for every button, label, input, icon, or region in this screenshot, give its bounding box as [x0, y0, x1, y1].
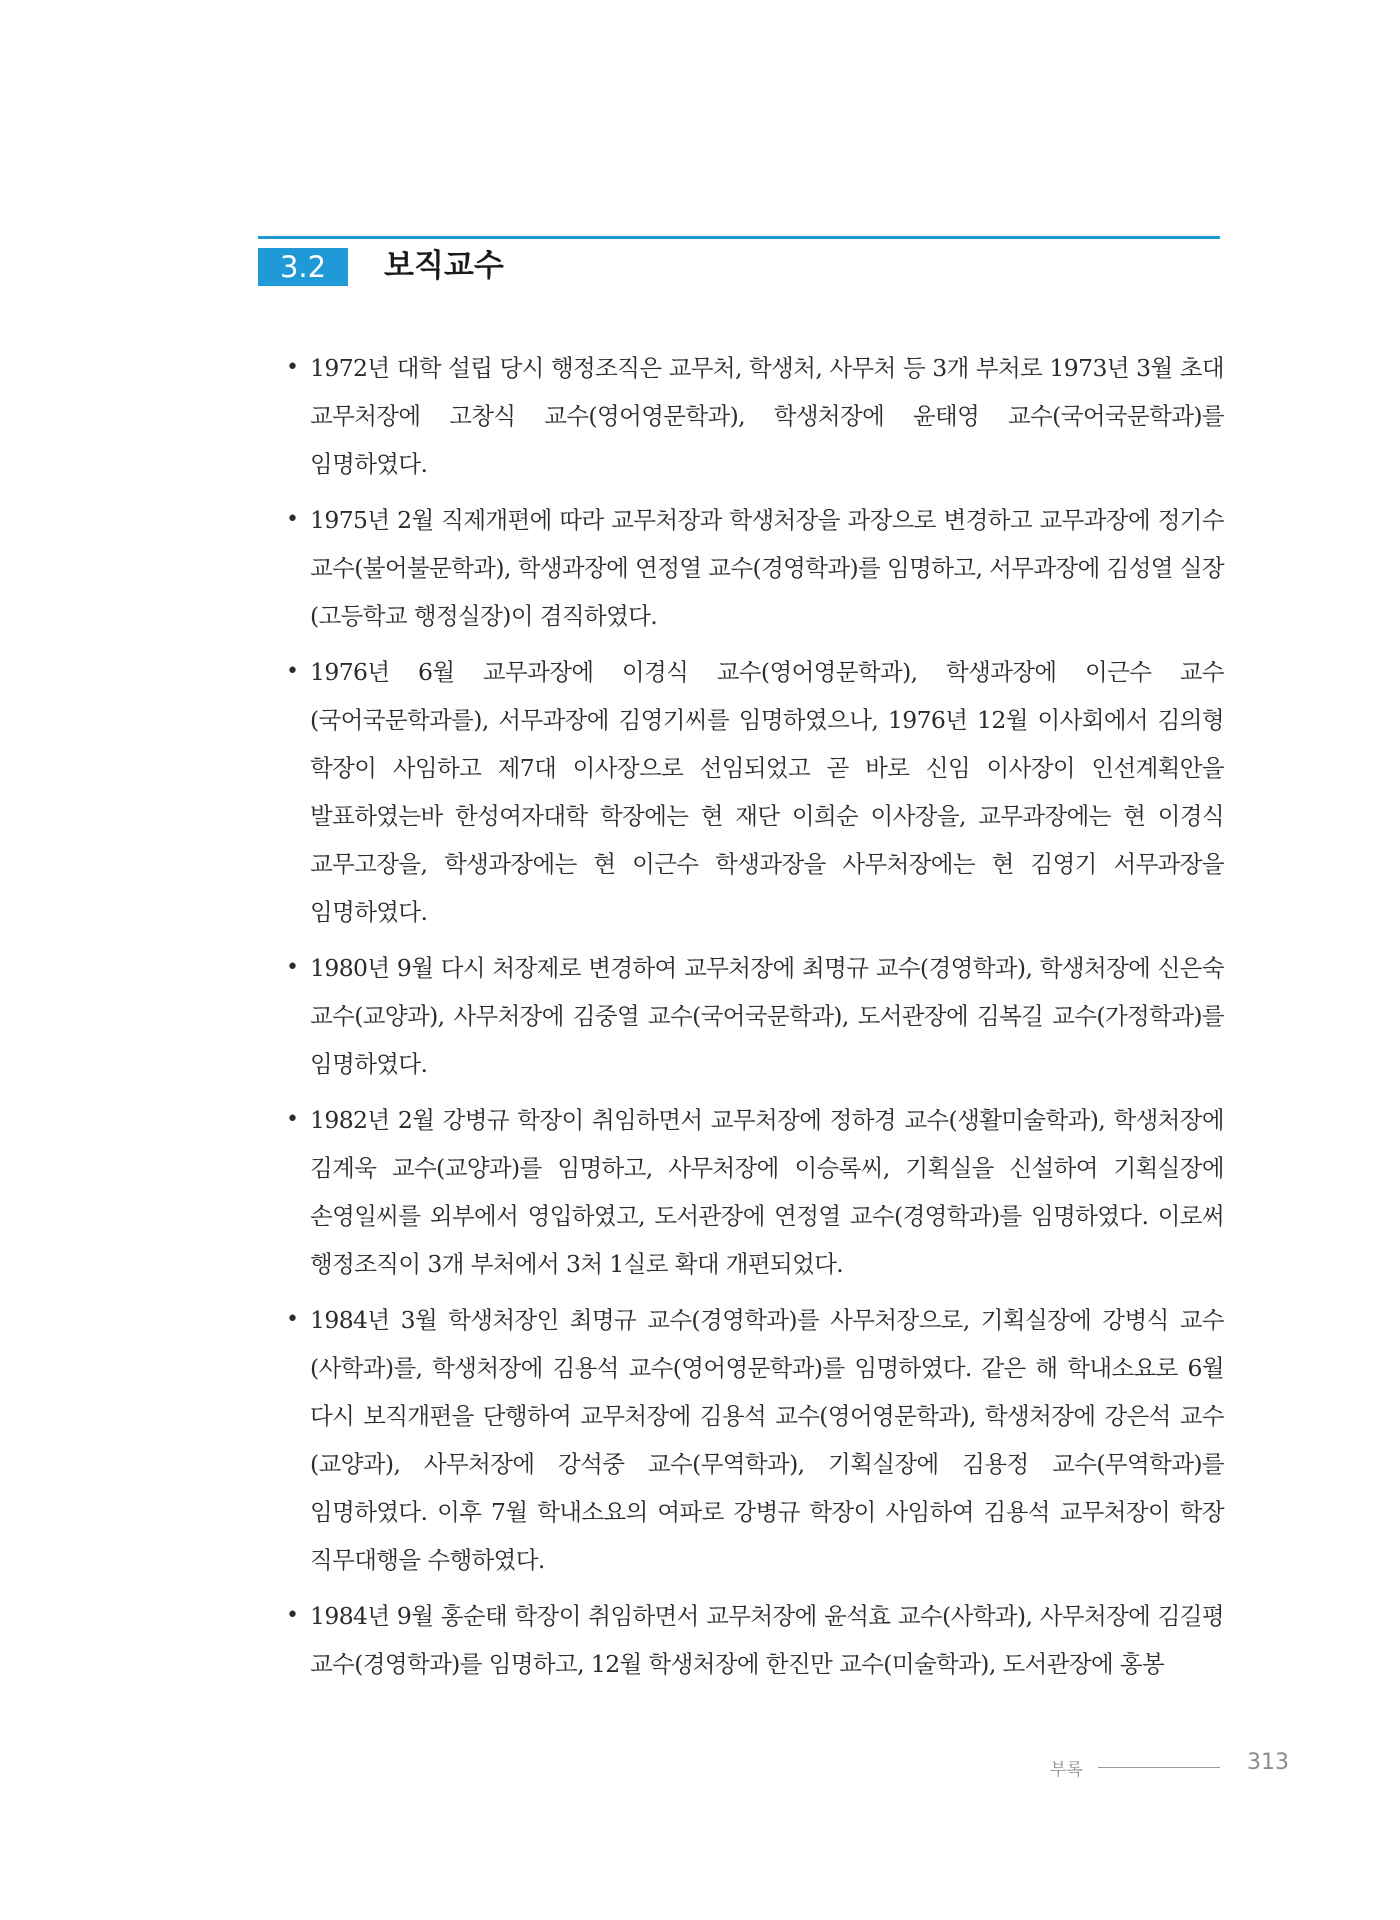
section-title: 보직교수 [384, 248, 504, 284]
bullet-item [286, 944, 1224, 1088]
bullet-item [286, 648, 1224, 936]
bullet-dot-icon: • [286, 507, 299, 532]
bullet-text: 1982년 2월 강병규 학장이 취임하면서 교무처장에 정하경 교수(생활미술학과), 학생처장에 김계욱 교수(교양과)를 임명하고, 사무처장에 이승록씨, 기획실을 신설하여 기획실장에 손영일씨를 외부에서 영입하였고, 도서관장에 연정열 교수(경영학과)를 임명하였다. 이로써 행정조직이 3개 부처에서 3처 1실로 확대 개편되었다. [310, 1106, 1224, 1278]
bullet-dot-icon: • [286, 355, 299, 380]
bullet-text: 1976년 6월 교무과장에 이경식 교수(영어영문학과), 학생과장에 이근수 교수(국어국문학과를), 서무과장에 김영기씨를 임명하였으나, 1976년 12월 이사회에서 김의형 학장이 사임하고 제7대 이사장으로 선임되었고 곧 바로 신임 이사장이 인선계획안을 발표하였는바 한성여자대학 학장에는 현 재단 이희순 이사장을, 교무과장에는 현 이경식 교무고장을, 학생과장에는 현 이근수 학생과장을 사무처장에는 현 김영기 서무과장을 임명하였다. [310, 658, 1224, 926]
bullet-item [286, 496, 1224, 640]
bullet-dot-icon: • [286, 659, 299, 684]
footer-rule [1098, 1767, 1220, 1768]
bullet-dot-icon: • [286, 955, 299, 980]
bullet-dot-icon: • [286, 1107, 299, 1132]
section-number: 3.2 [279, 250, 327, 284]
section-header-rule [258, 236, 1220, 239]
bullet-dot-icon: • [286, 1603, 299, 1628]
bullet-dot-icon: • [286, 1307, 299, 1332]
bullet-item [286, 1296, 1224, 1584]
bullet-item [286, 1592, 1224, 1688]
bullet-item [286, 344, 1224, 488]
bullet-list [286, 344, 1224, 1696]
bullet-text: 1972년 대학 설립 당시 행정조직은 교무처, 학생처, 사무처 등 3개 부처로 1973년 3월 초대 교무처장에 고창식 교수(영어영문학과), 학생처장에 윤태영 교수(국어국문학과)를 임명하였다. [310, 354, 1224, 478]
footer-section-label: 부록 [1050, 1760, 1083, 1780]
bullet-text: 1984년 9월 홍순태 학장이 취임하면서 교무처장에 윤석효 교수(사학과), 사무처장에 김길평 교수(경영학과)를 임명하고, 12월 학생처장에 한진만 교수(미술학과), 도서관장에 홍봉 [310, 1602, 1224, 1678]
bullet-item [286, 1096, 1224, 1288]
page-number: 313 [1247, 1750, 1289, 1775]
bullet-text: 1980년 9월 다시 처장제로 변경하여 교무처장에 최명규 교수(경영학과), 학생처장에 신은숙 교수(교양과), 사무처장에 김중열 교수(국어국문학과), 도서관장에 김복길 교수(가정학과)를 임명하였다. [310, 954, 1224, 1078]
bullet-text: 1975년 2월 직제개편에 따라 교무처장과 학생처장을 과장으로 변경하고 교무과장에 정기수 교수(불어불문학과), 학생과장에 연정열 교수(경영학과)를 임명하고, 서무과장에 김성열 실장(고등학교 행정실장)이 겸직하였다. [310, 506, 1224, 630]
section-number-badge [258, 248, 348, 286]
bullet-text: 1984년 3월 학생처장인 최명규 교수(경영학과)를 사무처장으로, 기획실장에 강병식 교수(사학과)를, 학생처장에 김용석 교수(영어영문학과)를 임명하였다. 같은 해 학내소요로 6월 다시 보직개편을 단행하여 교무처장에 김용석 교수(영어영문학과), 학생처장에 강은석 교수(교양과), 사무처장에 강석중 교수(무역학과), 기획실장에 김용정 교수(무역학과)를 임명하였다. 이후 7월 학내소요의 여파로 강병규 학장이 사임하여 김용석 교무처장이 학장 직무대행을 수행하였다. [310, 1306, 1224, 1574]
